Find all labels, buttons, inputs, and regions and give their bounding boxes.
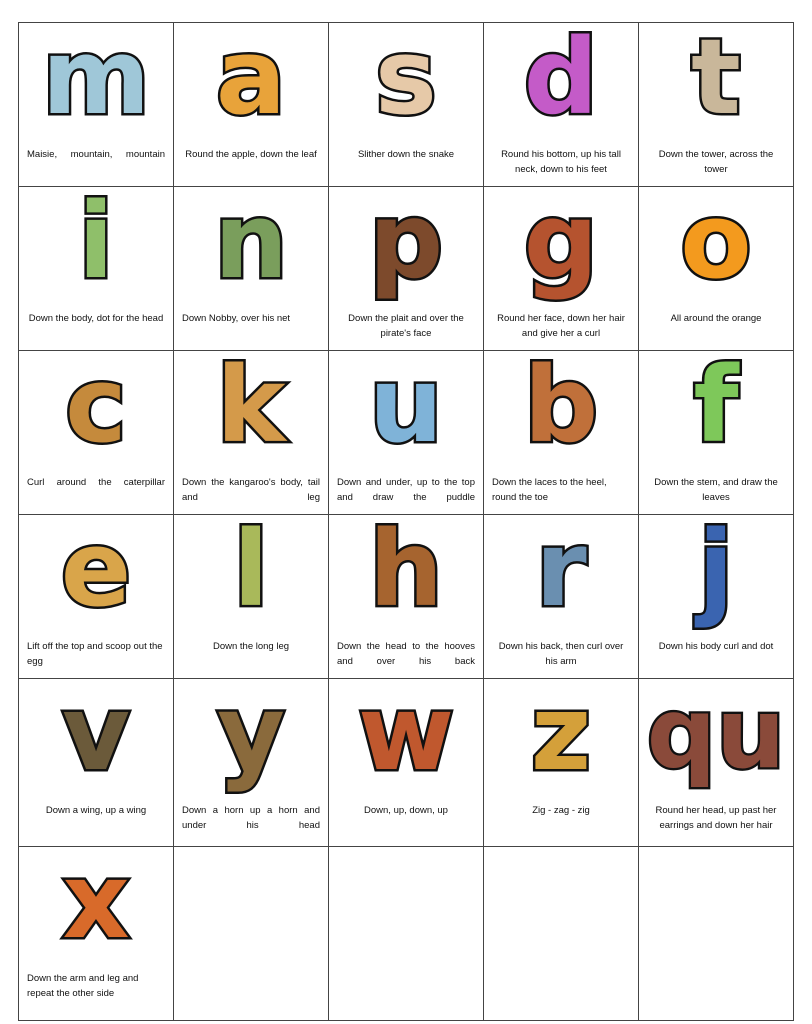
letter-glyph: m [41,23,151,138]
letter-card-u [329,351,484,515]
letter-card-n [174,187,329,351]
formation-caption: Down the long leg [212,641,290,652]
letter-card-m [19,23,174,187]
letter-card-e [19,515,174,679]
letter-card-f [639,351,794,515]
formation-caption: Round the apple, down the leaf [185,149,317,160]
letter-illustration [639,187,793,302]
letter-illustration [639,23,793,138]
letter-illustration [484,515,638,630]
formation-caption: Down the body, dot for the head [28,313,164,324]
letter-card-x [19,847,174,1021]
letter-glyph: u [368,351,444,466]
letter-illustration [19,187,173,302]
formation-caption: Down a wing, up a wing [45,805,147,816]
formation-caption: Down the stem, and draw the leaves [654,477,778,503]
letter-glyph: d [523,23,599,138]
letter-illustration [174,351,328,466]
letter-glyph: t [691,23,741,138]
letter-glyph: k [216,351,286,466]
letter-card-j [639,515,794,679]
letter-illustration [639,515,793,630]
letter-glyph: s [375,23,437,138]
formation-caption: Down the laces to the heel, round the toe [492,477,607,503]
formation-caption: Down his back, then curl over his arm [498,641,624,667]
letter-card-t [639,23,794,187]
letter-card-i [19,187,174,351]
letter-formation-grid [18,22,794,1021]
formation-caption: Round his bottom, up his tall neck, down to his feet [501,149,621,175]
letter-glyph: h [368,515,444,630]
letter-illustration [174,187,328,302]
letter-illustration [174,679,328,794]
letter-card-l [174,515,329,679]
letter-illustration [174,23,328,138]
letter-glyph: a [215,23,287,138]
letter-card-a [174,23,329,187]
letter-card-v [19,679,174,847]
formation-caption: Down his body curl and dot [658,641,774,652]
letter-illustration [484,23,638,138]
formation-caption: Down Nobby, over his net [182,313,291,324]
formation-caption: Down the head to the hooves and over his back [337,641,475,667]
letter-illustration [329,515,483,630]
letter-glyph: z [530,679,592,794]
formation-caption: All around the orange [670,313,762,324]
letter-glyph: o [680,187,752,302]
letter-illustration [639,679,793,793]
letter-illustration [329,351,483,466]
formation-caption: Down the kangaroo's body, tail and leg [182,477,320,503]
letter-glyph: n [213,187,289,302]
letter-card-s [329,23,484,187]
formation-caption: Lift off the top and scoop out the egg [27,641,163,667]
formation-caption: Down the tower, across the tower [658,149,774,175]
letter-illustration [639,351,793,466]
letter-illustration [19,679,173,794]
letter-illustration [174,515,328,630]
letter-card-c [19,351,174,515]
letter-glyph: b [523,351,599,466]
formation-caption: Down, up, down, up [364,805,448,816]
letter-card-r [484,515,639,679]
empty-card [484,847,639,1021]
formation-caption: Round her head, up past her earrings and down her hair [655,805,777,831]
letter-glyph: p [368,187,444,302]
letter-glyph: qu [646,679,786,791]
letter-illustration [19,847,173,962]
letter-card-w [329,679,484,847]
letter-card-d [484,23,639,187]
letter-card-p [329,187,484,351]
letter-glyph: f [693,351,739,466]
formation-caption: Maisie, mountain, mountain [27,149,165,160]
letter-glyph: j [698,515,734,630]
letter-illustration [329,679,483,794]
formation-caption: Curl around the caterpillar [27,477,165,488]
letter-illustration [484,351,638,466]
letter-glyph: l [233,515,269,630]
letter-glyph: y [217,679,285,794]
empty-card [329,847,484,1021]
letter-illustration [19,515,173,630]
letter-card-g [484,187,639,351]
formation-caption: Down a horn up a horn and under his head [182,805,320,831]
letter-illustration [19,23,173,138]
letter-glyph: x [62,847,130,962]
letter-card-h [329,515,484,679]
letter-glyph: g [523,187,599,302]
letter-illustration [329,187,483,302]
letter-card-o [639,187,794,351]
empty-card [174,847,329,1021]
formation-caption: Down and under, up to the top and draw the puddle [337,477,475,503]
letter-glyph: r [535,515,587,630]
letter-illustration [484,187,638,302]
letter-card-k [174,351,329,515]
letter-illustration [19,351,173,466]
letter-card-b [484,351,639,515]
letter-glyph: c [65,351,127,466]
letter-card-z [484,679,639,847]
empty-card [639,847,794,1021]
letter-illustration [329,23,483,138]
letter-glyph: i [78,187,114,302]
letter-glyph: w [357,679,455,794]
formation-caption: Round her face, down her hair and give her a curl [497,313,625,339]
formation-caption: Zig - zag - zig [532,805,590,816]
letter-glyph: v [62,679,130,794]
letter-card-qu [639,679,794,847]
formation-caption: Down the plait and over the pirate's face [348,313,464,339]
letter-card-y [174,679,329,847]
formation-caption: Slither down the snake [357,149,455,160]
formation-caption: Down the arm and leg and repeat the other side [27,973,139,999]
letter-illustration [484,679,638,794]
letter-glyph: e [60,515,132,630]
